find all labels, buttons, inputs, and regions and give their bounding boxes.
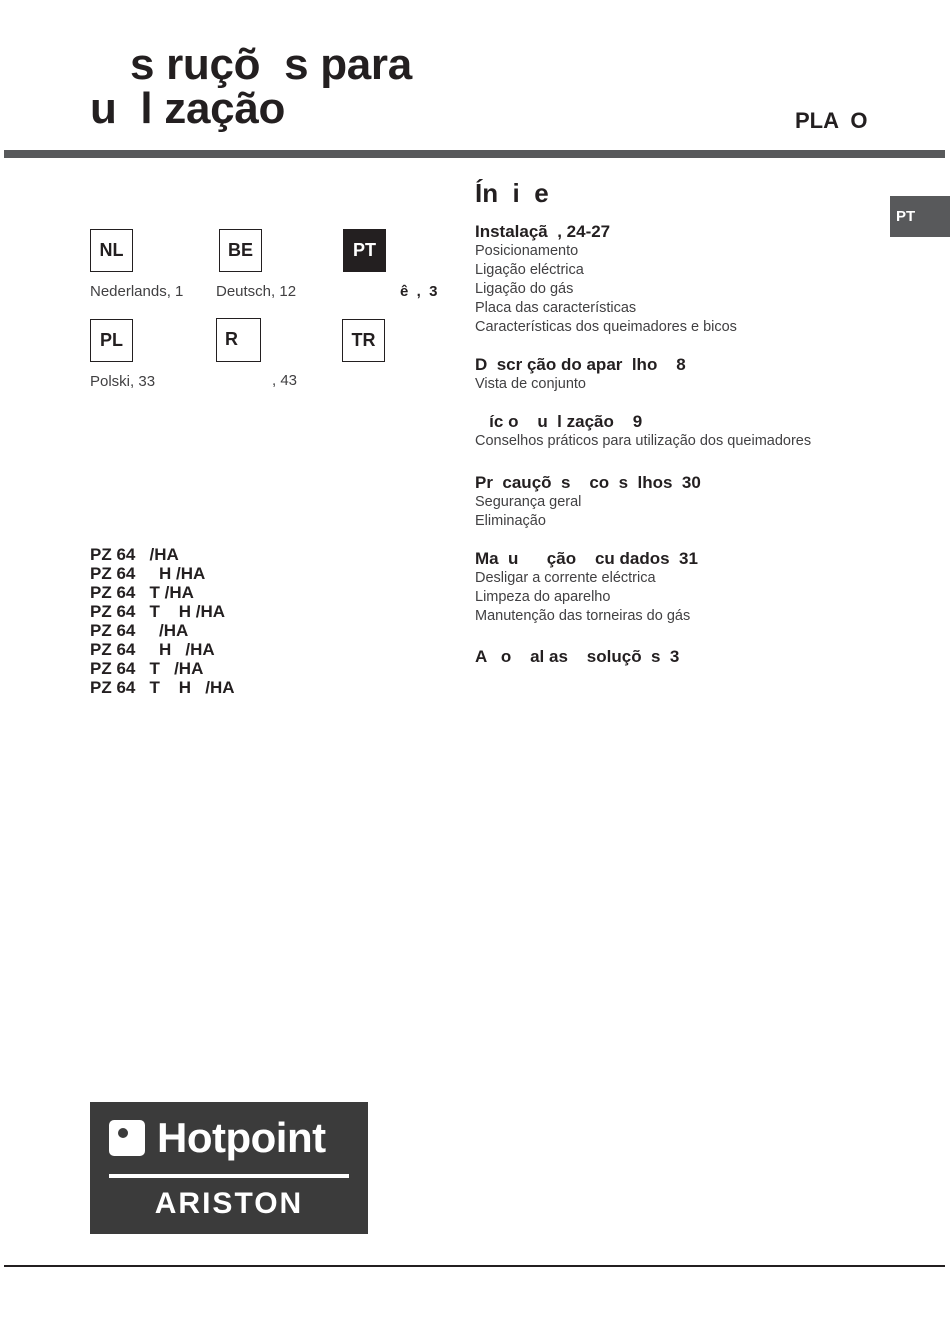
model-item: PZ 64 H /HA bbox=[90, 640, 215, 659]
logo-divider bbox=[109, 1174, 349, 1178]
toc-item: Ligação do gás bbox=[475, 281, 574, 297]
toc-item: Vista de conjunto bbox=[475, 376, 586, 392]
model-item: PZ 64 T /HA bbox=[90, 659, 204, 678]
logo-sub-brand: ARISTON bbox=[154, 1187, 304, 1220]
toc-section-title[interactable]: Pr cauçõ s co s lhos 30 bbox=[475, 473, 701, 492]
lang-label-nl: Nederlands, 1 bbox=[90, 283, 184, 300]
lang-box-nl[interactable]: NL bbox=[90, 229, 133, 272]
model-item: PZ 64 T /HA bbox=[90, 583, 194, 602]
toc-section-title[interactable]: D scr ção do apar lho 8 bbox=[475, 355, 686, 374]
toc-section-usage bbox=[475, 412, 875, 451]
model-item: PZ 64 H /HA bbox=[90, 564, 206, 583]
lang-label-pt: ê , 3 bbox=[400, 283, 438, 300]
lang-label-r: , 43 bbox=[272, 372, 298, 389]
toc-item: Ligação eléctrica bbox=[475, 262, 584, 278]
logo-mark-icon bbox=[109, 1120, 145, 1156]
lang-box-be[interactable]: BE bbox=[219, 229, 262, 272]
lang-box-r[interactable]: R bbox=[216, 318, 261, 362]
model-list bbox=[90, 545, 235, 697]
toc-item: Placa das características bbox=[475, 300, 637, 316]
header-divider bbox=[4, 150, 945, 158]
toc-item: Conselhos práticos para utilização dos queimadores bbox=[475, 433, 812, 449]
toc-item: Manutenção das torneiras do gás bbox=[475, 608, 691, 624]
model-item: PZ 64 /HA bbox=[90, 621, 189, 640]
title-line-2: u l zação bbox=[90, 84, 286, 133]
logo-brand: Hotpoint bbox=[157, 1114, 326, 1161]
lang-label-be: Deutsch, 12 bbox=[216, 283, 297, 300]
model-item: PZ 64 /HA bbox=[90, 545, 179, 564]
footer-divider bbox=[4, 1265, 945, 1267]
lang-box-pl[interactable]: PL bbox=[90, 319, 133, 362]
toc-item: Eliminação bbox=[475, 513, 546, 529]
toc-section-title[interactable]: íc o u l zação 9 bbox=[475, 412, 643, 431]
lang-label-pl: Polski, 33 bbox=[90, 373, 156, 390]
toc-item: Desligar a corrente eléctrica bbox=[475, 570, 656, 586]
toc-item: Limpeza do aparelho bbox=[475, 589, 611, 605]
toc-section-maintenance bbox=[475, 549, 875, 626]
model-item: PZ 64 T H /HA bbox=[90, 602, 226, 621]
toc-item: Posicionamento bbox=[475, 243, 579, 259]
model-item: PZ 64 T H /HA bbox=[90, 678, 235, 697]
toc-section-installation bbox=[475, 222, 875, 337]
language-side-tab: PT bbox=[890, 196, 950, 237]
toc-heading: Ín i e bbox=[475, 178, 549, 208]
lang-box-pt[interactable]: PT bbox=[343, 229, 386, 272]
toc-section-title[interactable]: Ma u ção cu dados 31 bbox=[475, 549, 698, 568]
product-type: PLA O bbox=[795, 108, 868, 133]
toc-section-description bbox=[475, 355, 875, 394]
toc-item: Características dos queimadores e bicos bbox=[475, 319, 737, 335]
hotpoint-ariston-logo bbox=[90, 1102, 368, 1234]
toc-section-troubleshooting bbox=[475, 647, 875, 667]
title-line-1: s ruçõ s para bbox=[130, 40, 412, 89]
toc-section-precautions bbox=[475, 473, 875, 531]
toc-section-title[interactable]: Instalaçã , 24-27 bbox=[475, 222, 611, 241]
toc-item: Segurança geral bbox=[475, 494, 582, 510]
lang-box-tr[interactable]: TR bbox=[342, 319, 385, 362]
toc-section-title[interactable]: A o al as soluçõ s 3 bbox=[475, 647, 680, 666]
